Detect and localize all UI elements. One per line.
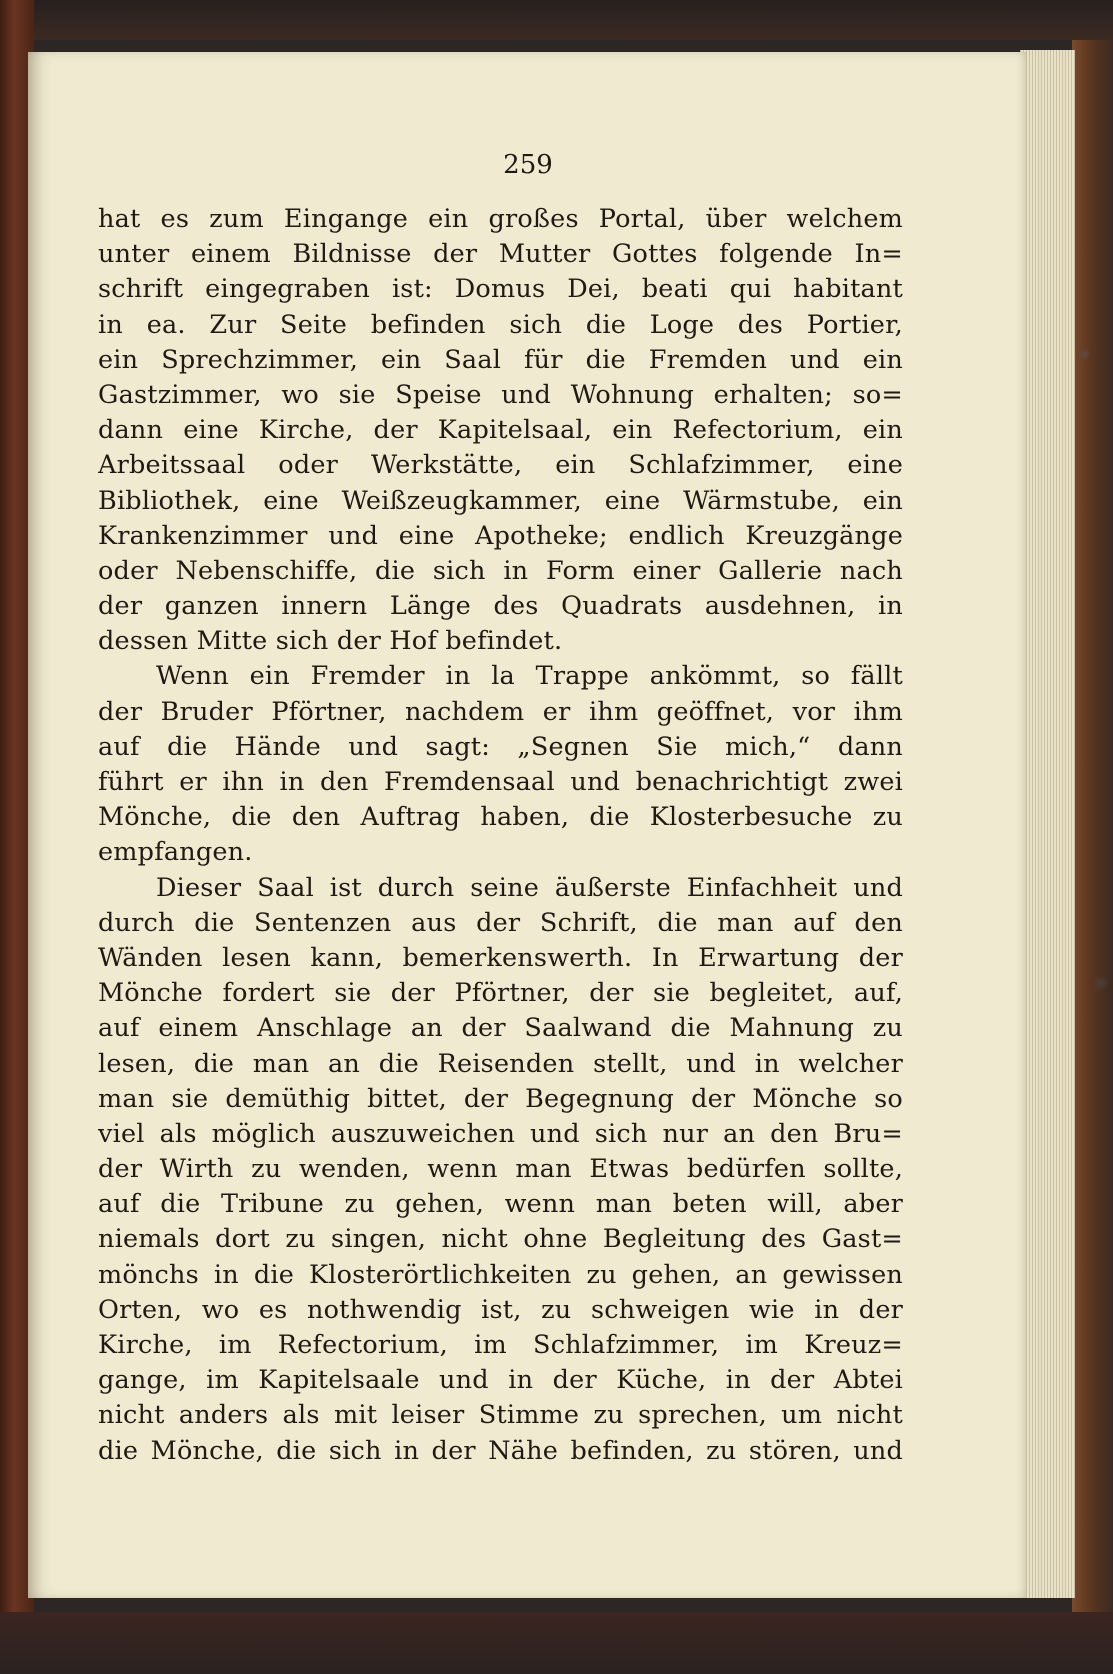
text-line: hat es zum Eingange ein großes Portal, über welchem (98, 204, 903, 234)
page-edges (1020, 50, 1075, 1598)
text-line: Wänden lesen kann, bemerkenswerth. In Erwartung der (98, 942, 903, 973)
page-text (98, 202, 903, 1469)
book-page (28, 52, 1026, 1598)
text-line: Dieser Saal ist durch seine äußerste Einfachheit und (156, 872, 903, 903)
text-line: unter einem Bildnisse der Mutter Gottes folgende In= (98, 239, 903, 270)
text-line: empfangen. (98, 837, 253, 868)
text-line: der ganzen innern Länge des Quadrats ausdehnen, in (98, 591, 903, 622)
text-line: durch die Sentenzen aus der Schrift, die man auf den (98, 907, 903, 938)
book-cover-top (0, 0, 1113, 40)
text-line: schrift eingegraben ist: Domus Dei, beati qui habitant (98, 274, 903, 305)
text-line: auf die Hände und sagt: „Segnen Sie mich,“ dann (98, 731, 903, 762)
text-line: in ea. Zur Seite befinden sich die Loge des Portier, (98, 309, 903, 340)
text-line: niemals dort zu singen, nicht ohne Begleitung des Gast= (98, 1224, 903, 1255)
text-line: viel als möglich auszuweichen und sich nur an den Bru= (98, 1118, 903, 1149)
text-line: dessen Mitte sich der Hof befindet. (98, 626, 563, 657)
text-line: führt er ihn in den Fremdensaal und benachrichtigt zwei (98, 767, 903, 797)
text-line: Bibliothek, eine Weißzeugkammer, eine Wärmstube, ein (98, 485, 903, 516)
text-line: dann eine Kirche, der Kapitelsaal, ein Refectorium, ein (98, 415, 903, 446)
text-line: gange, im Kapitelsaale und in der Küche, in der Abtei (98, 1365, 903, 1396)
text-line: auf einem Anschlage an der Saalwand die Mahnung zu (98, 1013, 903, 1044)
text-line: der Bruder Pförtner, nachdem er ihm geöffnet, vor ihm (98, 696, 903, 727)
text-line: lesen, die man an die Reisenden stellt, und in welcher (98, 1048, 903, 1079)
text-line: Orten, wo es nothwendig ist, zu schweigen wie in der (98, 1294, 903, 1325)
text-line: Mönche, die den Auftrag haben, die Klosterbesuche zu (98, 802, 903, 833)
text-line: oder Nebenschiffe, die sich in Form einer Gallerie nach (98, 555, 903, 586)
text-line: Wenn ein Fremder in la Trappe ankömmt, so fällt (156, 661, 903, 692)
text-line: Kirche, im Refectorium, im Schlafzimmer, im Kreuz= (98, 1330, 903, 1360)
text-line: Arbeitssaal oder Werkstätte, ein Schlafzimmer, eine (98, 450, 903, 481)
book-cover-bottom (0, 1612, 1113, 1674)
text-line: Krankenzimmer und eine Apotheke; endlich Kreuzgänge (98, 520, 903, 551)
text-line: auf die Tribune zu gehen, wenn man beten will, aber (98, 1189, 903, 1220)
text-line: Mönche fordert sie der Pförtner, der sie begleitet, auf, (98, 978, 903, 1009)
text-line: der Wirth zu wenden, wenn man Etwas bedürfen sollte, (98, 1154, 903, 1185)
text-line: ein Sprechzimmer, ein Saal für die Fremden und ein (98, 344, 903, 375)
book-cover-right (1072, 40, 1113, 1612)
text-line: Gastzimmer, wo sie Speise und Wohnung erhalten; so= (98, 379, 903, 410)
page-number: 259 (503, 150, 553, 180)
text-line: man sie demüthig bittet, der Begegnung der Mönche so (98, 1083, 903, 1114)
text-line: mönchs in die Klosterörtlichkeiten zu gehen, an gewissen (98, 1259, 903, 1290)
text-line: die Mönche, die sich in der Nähe befinden, zu stören, und (98, 1435, 903, 1466)
text-line: nicht anders als mit leiser Stimme zu sprechen, um nicht (98, 1400, 903, 1431)
